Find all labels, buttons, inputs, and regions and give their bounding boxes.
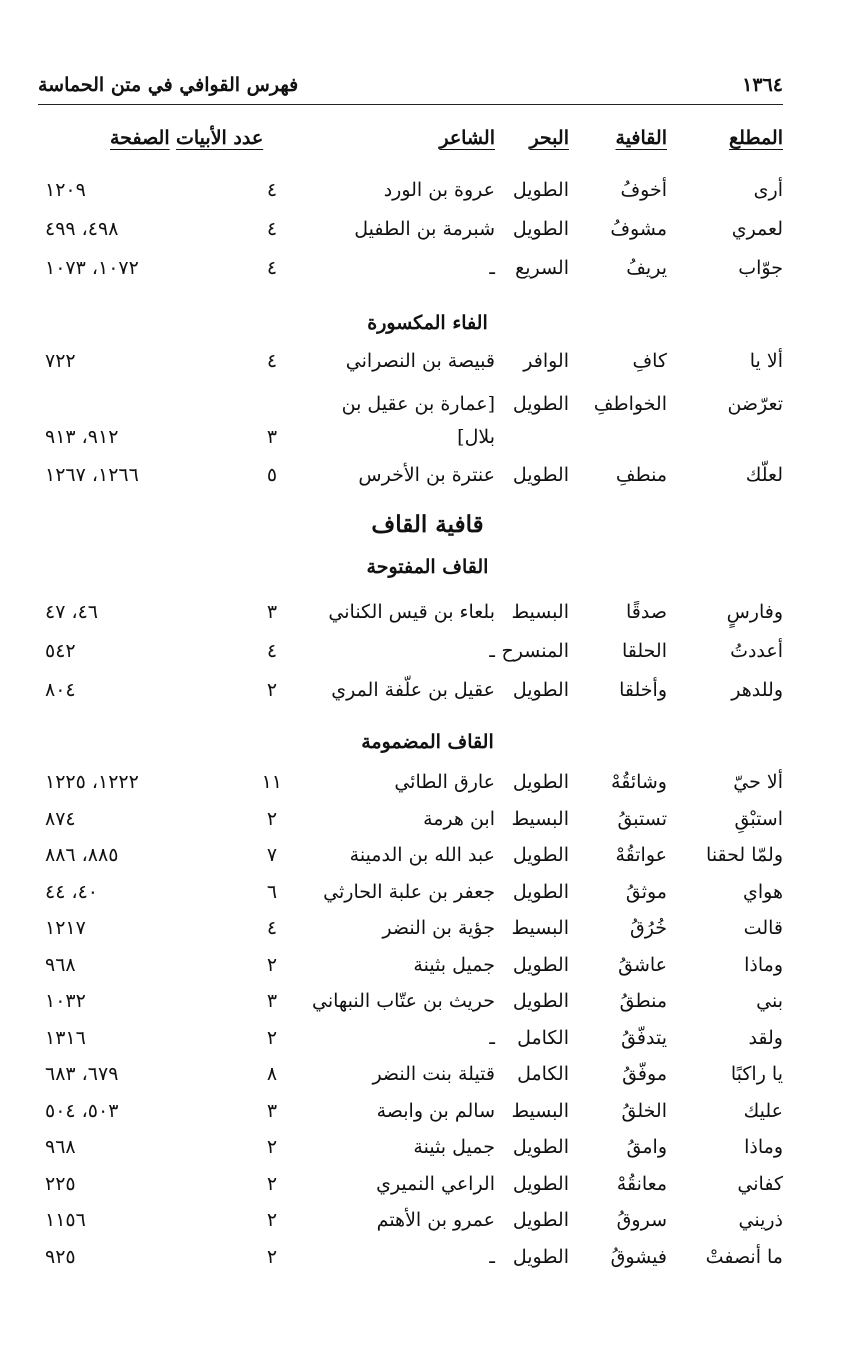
table-row (0, 881, 855, 917)
matla-cell: وفارسٍ (726, 601, 783, 623)
qafiya-cell: منطقُ (619, 990, 667, 1012)
table-row (0, 1173, 855, 1209)
table-row (0, 1100, 855, 1136)
count-cell: ٤ (266, 179, 278, 201)
shaer-cell: جميل بثينة (413, 1136, 495, 1158)
qafiya-cell: فيشوقُ (610, 1245, 667, 1268)
matla-cell: قالت (743, 917, 783, 939)
shaer-cell: ابن هرمة (423, 807, 495, 830)
bahr-cell: الطويل (512, 679, 569, 701)
shaer-cell: ـ (489, 257, 495, 279)
matla-cell: جوّاب (738, 257, 783, 279)
qafiya-cell: منطفِ (615, 464, 667, 486)
matla-cell: ذريني (738, 1209, 783, 1231)
count-cell: ٨ (266, 1063, 278, 1085)
shaer-cell: قتيلة بنت النضر (372, 1063, 495, 1085)
table-row (0, 990, 855, 1026)
pages-cell: ١٠٣٢ (45, 990, 86, 1012)
pages-cell: ٤٠، ٤٤ (45, 880, 99, 903)
table-row (0, 771, 855, 807)
pages-cell: ٨٠٤ (45, 679, 76, 701)
column-header-count: عدد الأبيات (176, 127, 264, 149)
bahr-cell: الطويل (512, 990, 569, 1012)
matla-cell: بني (756, 990, 783, 1012)
qafiya-cell: موفّقُ (622, 1063, 667, 1085)
table-row (0, 218, 855, 254)
section-faa-maksura: الفاء المكسورة (367, 312, 488, 334)
count-cell: ٢ (266, 953, 278, 976)
shaer-cell: قبيصة بن النصراني (345, 350, 495, 372)
qafiya-cell: عواتقُهْ (615, 844, 667, 866)
bahr-cell: الطويل (512, 953, 569, 976)
header-rule (38, 104, 783, 105)
qafiya-cell: موثقُ (625, 880, 667, 903)
shaer-cell: ـ (489, 1026, 495, 1049)
count-cell: ٣ (266, 990, 278, 1012)
pages-cell: ٧٢٢ (45, 350, 76, 372)
pages-cell: ٩٢٥ (45, 1245, 76, 1268)
table-row (0, 917, 855, 953)
pages-cell: ٨٧٤ (45, 807, 76, 830)
count-cell: ٤ (266, 257, 278, 279)
matla-cell: وماذا (744, 953, 783, 976)
table-row (0, 1136, 855, 1172)
bahr-cell: الطويل (512, 844, 569, 866)
pages-cell: ١١٥٦ (45, 1209, 86, 1231)
shaer-cell: بلعاء بن قيس الكناني (328, 601, 495, 623)
bahr-cell: المنسرح (501, 640, 569, 662)
table-row (0, 808, 855, 844)
bahr-cell: السريع (515, 257, 569, 279)
count-cell: ٢ (266, 679, 278, 701)
bahr-cell: الطويل (512, 1209, 569, 1231)
table-row (0, 179, 855, 215)
matla-cell: تعرّضن (727, 393, 783, 415)
pages-cell: ٩٦٨ (45, 1136, 76, 1158)
bahr-cell: الطويل (512, 1136, 569, 1158)
pages-cell: ٩٦٨ (45, 953, 76, 976)
qafiya-cell: وامقُ (626, 1136, 667, 1158)
qafiya-cell: أخوفُ (620, 179, 667, 201)
shaer-cell: عارق الطائي (394, 771, 495, 793)
bahr-cell: الطويل (512, 880, 569, 903)
qafiya-cell: يريفُ (626, 257, 667, 279)
section-qafiyat-alqaf: قافية القاف (371, 511, 484, 538)
matla-cell: عليك (743, 1099, 783, 1122)
pages-cell: ٢٢٥ (45, 1172, 76, 1195)
bahr-cell: الوافر (523, 350, 569, 372)
table-row (0, 350, 855, 386)
shaer-cell: جميل بثينة (413, 953, 495, 976)
shaer-cell: عقيل بن علّفة المري (331, 679, 495, 701)
matla-cell: ما أنصفتْ (705, 1245, 783, 1268)
count-cell: ٤ (266, 640, 278, 662)
qafiya-cell: يتدفّقُ (621, 1026, 667, 1049)
table-row (0, 679, 855, 715)
table-row (0, 601, 855, 637)
shaer-cell: ـ (489, 1245, 495, 1268)
matla-cell: استبْقِ (734, 807, 783, 830)
shaer-cell: حريث بن عتّاب النبهاني (312, 990, 495, 1012)
bahr-cell: الطويل (512, 771, 569, 793)
page-number: ١٣٦٤ (742, 74, 783, 96)
shaer-cell: عنترة بن الأخرس (358, 464, 495, 486)
qafiya-cell: صدقًا (626, 601, 667, 623)
section-qaf-maftuha: القاف المفتوحة (366, 556, 489, 578)
table-row (0, 954, 855, 990)
shaer-cell: عروة بن الورد (383, 179, 495, 201)
count-cell: ٦ (266, 880, 278, 903)
count-cell: ٢ (266, 1026, 278, 1049)
table-row (0, 1209, 855, 1245)
table-row-continuation (0, 426, 855, 462)
qafiya-cell: كافِ (632, 350, 667, 372)
count-cell: ٥ (266, 464, 278, 486)
matla-cell: لعلّك (745, 464, 783, 486)
pages-cell: ١٢٢٢، ١٢٢٥ (45, 771, 139, 793)
bahr-cell: الطويل (512, 1245, 569, 1268)
column-header-matla: المطلع (728, 127, 783, 149)
matla-cell: أرى (753, 179, 783, 201)
bahr-cell: البسيط (511, 917, 569, 939)
table-row (0, 1063, 855, 1099)
count-cell: ٣ (266, 426, 278, 448)
table-row (0, 640, 855, 676)
matla-cell: أعددتُ (730, 640, 783, 662)
bahr-cell: البسيط (511, 1099, 569, 1122)
pages-cell: ١٠٧٢، ١٠٧٣ (45, 257, 139, 279)
table-row (0, 393, 855, 429)
count-cell: ٣ (266, 601, 278, 623)
matla-cell: كفاني (737, 1172, 783, 1195)
count-cell: ٤ (266, 917, 278, 939)
table-row (0, 1246, 855, 1282)
count-cell: ١١ (261, 771, 282, 793)
table-row (0, 257, 855, 293)
count-cell: ٢ (266, 1172, 278, 1195)
count-cell: ٣ (266, 1099, 278, 1122)
pages-cell: ١٢٦٦، ١٢٦٧ (45, 464, 139, 486)
qafiya-cell: تستبقُ (617, 807, 667, 830)
count-cell: ٤ (266, 350, 278, 372)
column-header-page: الصفحة (110, 127, 170, 149)
bahr-cell: البسيط (511, 601, 569, 623)
table-row (0, 844, 855, 880)
count-cell: ٢ (266, 1136, 278, 1158)
matla-cell: يا راكبًا (730, 1063, 783, 1085)
qafiya-cell: سروقُ (616, 1209, 667, 1231)
pages-cell: ٤٩٨، ٤٩٩ (45, 218, 119, 240)
pages-cell: ١٣١٦ (45, 1026, 86, 1049)
matla-cell: ألا حيّ (733, 771, 783, 793)
count-cell: ٧ (266, 844, 278, 866)
shaer-cell: سالم بن وابصة (376, 1099, 495, 1122)
shaer-cell: عمرو بن الأهتم (376, 1209, 495, 1231)
qafiya-cell: خُرُقُ (630, 917, 667, 939)
matla-cell: هواي (743, 880, 783, 903)
bahr-cell: الطويل (512, 464, 569, 486)
shaer-cell: شبرمة بن الطفيل (354, 218, 495, 240)
table-row (0, 464, 855, 500)
qafiya-cell: الخواطفِ (593, 393, 667, 415)
pages-cell: ٨٨٥، ٨٨٦ (45, 844, 119, 866)
pages-cell: ٥٠٣، ٥٠٤ (45, 1099, 119, 1122)
qafiya-cell: معانقُهْ (616, 1172, 667, 1195)
bahr-cell: الطويل (512, 218, 569, 240)
count-cell: ٤ (266, 218, 278, 240)
pages-cell: ٦٧٩، ٦٨٣ (45, 1063, 119, 1085)
shaer-cell: [عمارة بن عقيل بن (341, 393, 495, 415)
count-cell: ٢ (266, 1209, 278, 1231)
section-qaf-madmuma: القاف المضمومة (361, 731, 494, 753)
shaer-cell: عبد الله بن الدمينة (349, 844, 495, 866)
column-header-shaer: الشاعر (439, 127, 495, 149)
qafiya-cell: عاشقُ (618, 953, 667, 976)
qafiya-cell: وشائقُهْ (611, 771, 667, 793)
qafiya-cell: وأخلقا (619, 679, 667, 701)
bahr-cell: الطويل (512, 179, 569, 201)
column-header-bahr: البحر (529, 127, 569, 149)
count-cell: ٢ (266, 1245, 278, 1268)
matla-cell: وللدهر (731, 679, 783, 701)
matla-cell: وماذا (744, 1136, 783, 1158)
column-header-qafiya: القافية (615, 127, 667, 149)
pages-cell: ٥٤٢ (45, 640, 76, 662)
shaer-cell: الراعي النميري (376, 1172, 495, 1195)
shaer-cell: جعفر بن علبة الحارثي (323, 880, 495, 903)
pages-cell: ٤٦، ٤٧ (45, 601, 99, 623)
qafiya-cell: الخلقُ (621, 1099, 667, 1122)
bahr-cell: الطويل (512, 393, 569, 415)
bahr-cell: الكامل (517, 1026, 569, 1049)
matla-cell: ولقد (748, 1026, 783, 1049)
shaer-cell: ـ (489, 640, 495, 662)
shaer-cell-continued: بلال] (457, 426, 495, 448)
running-title: فهرس القوافي في متن الحماسة (38, 74, 299, 96)
bahr-cell: الكامل (517, 1063, 569, 1085)
table-row (0, 1027, 855, 1063)
bahr-cell: الطويل (512, 1172, 569, 1195)
bahr-cell: البسيط (511, 807, 569, 830)
qafiya-cell: الحلقا (621, 640, 667, 662)
shaer-cell: جؤية بن النضر (382, 917, 495, 939)
pages-cell: ٩١٢، ٩١٣ (45, 426, 119, 448)
matla-cell: ولمّا لحقنا (706, 844, 783, 866)
matla-cell: لعمري (731, 218, 783, 240)
count-cell: ٢ (266, 807, 278, 830)
matla-cell: ألا يا (749, 350, 783, 372)
pages-cell: ١٢١٧ (45, 917, 86, 939)
pages-cell: ١٢٠٩ (45, 179, 86, 201)
qafiya-cell: مشوفُ (610, 218, 667, 240)
